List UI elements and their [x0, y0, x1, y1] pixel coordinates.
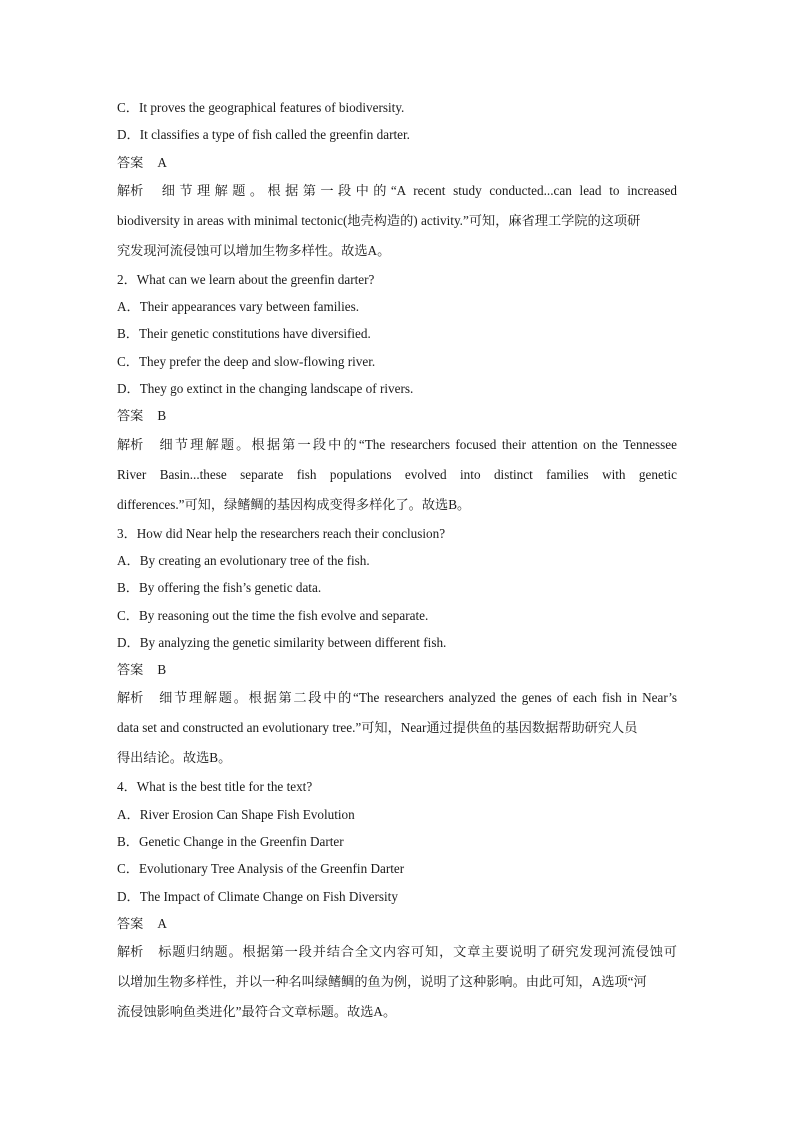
explanation-text: 细节理解题。根据第二段中的“The researchers analyzed the genes of each fish in Near’s: [157, 690, 677, 706]
q1-explanation-line-1: [117, 176, 677, 206]
explanation-text: 细节理解题。根据第一段中的“The researchers focused their attention on the Tennessee: [157, 436, 677, 452]
q3-question: 3．How did Near help the researchers reach their conclusion?: [117, 525, 446, 541]
q3-answer: [117, 656, 677, 683]
answer-value: B: [157, 408, 167, 424]
answer-label: 答案: [117, 408, 144, 424]
explanation-label: 解析: [117, 944, 144, 960]
q3-option-a: A．By creating an evolutionary tree of the fish.: [117, 552, 370, 568]
answer-label: 答案: [117, 915, 144, 931]
q1-answer: [117, 149, 677, 176]
q2-answer: [117, 402, 677, 429]
q3-option-d: D．By analyzing the genetic similarity between different fish.: [117, 634, 447, 650]
explanation-label: 解析: [117, 436, 144, 452]
q2-question: 2．What can we learn about the greenfin darter?: [117, 271, 375, 287]
q4-option-d: D．The Impact of Climate Change on Fish Diversity: [117, 888, 398, 904]
explanation-text: 细节理解题。根据第一段中的“A recent study conducted...can lead to increased: [157, 182, 677, 198]
q2-option-c: C．They prefer the deep and slow-flowing river.: [117, 353, 376, 369]
q3-explanation-line-1: [117, 683, 677, 713]
q4-option-c: C．Evolutionary Tree Analysis of the Greenfin Darter: [117, 861, 405, 877]
q4-explanation-line-2: 以增加生物多样性，并以一种名叫绿鳍鲷的鱼为例，说明了这种影响。由此可知，A选项“河: [117, 974, 647, 990]
answer-label: 答案: [117, 154, 144, 170]
explanation-text: 标题归纳题。根据第一段并结合全文内容可知，文章主要说明了研究发现河流侵蚀可: [157, 944, 677, 960]
explanation-label: 解析: [117, 690, 144, 706]
answer-label: 答案: [117, 662, 144, 678]
q2-explanation-line-3: differences.”可知，绿鳍鲷的基因构成变得多样化了。故选B。: [117, 496, 471, 512]
q3-explanation-line-2: data set and constructed an evolutionary tree.”可知，Near通过提供鱼的基因数据帮助研究人员: [117, 720, 638, 736]
q3-option-c: C．By reasoning out the time the fish evolve and separate.: [117, 607, 429, 623]
q3-option-b: B．By offering the fish’s genetic data.: [117, 580, 322, 596]
q4-question: 4．What is the best title for the text?: [117, 779, 313, 795]
q2-option-b: B．Their genetic constitutions have diversified.: [117, 326, 371, 342]
q1-explanation-line-2: biodiversity in areas with minimal tectonic(地壳构造的) activity.”可知，麻省理工学院的这项研: [117, 212, 641, 228]
q1-option-c: C．It proves the geographical features of biodiversity.: [117, 100, 405, 115]
q4-option-b: B．Genetic Change in the Greenfin Darter: [117, 834, 344, 850]
q3-explanation-line-3: 得出结论。故选B。: [117, 750, 232, 766]
q1-explanation-line-3: 究发现河流侵蚀可以增加生物多样性。故选A。: [117, 242, 391, 258]
q2-explanation-line-1: [117, 430, 677, 460]
q4-explanation-line-3: 流侵蚀影响鱼类进化”最符合文章标题。故选A。: [117, 1004, 397, 1020]
q4-option-a: A．River Erosion Can Shape Fish Evolution: [117, 806, 355, 822]
q2-explanation-line-2: River Basin...these separate fish populations evolved into distinct families with genetic: [117, 466, 677, 482]
q2-option-d: D．They go extinct in the changing landscape of rivers.: [117, 381, 414, 397]
q2-option-a: A．Their appearances vary between families.: [117, 299, 360, 315]
answer-value: A: [157, 154, 167, 170]
document-page: [117, 94, 677, 1027]
q4-answer: [117, 910, 677, 937]
answer-value: A: [157, 915, 167, 931]
q4-explanation-line-1: [117, 937, 677, 967]
answer-value: B: [157, 662, 167, 678]
q1-option-d: D．It classifies a type of fish called the greenfin darter.: [117, 127, 410, 143]
explanation-label: 解析: [117, 182, 144, 198]
